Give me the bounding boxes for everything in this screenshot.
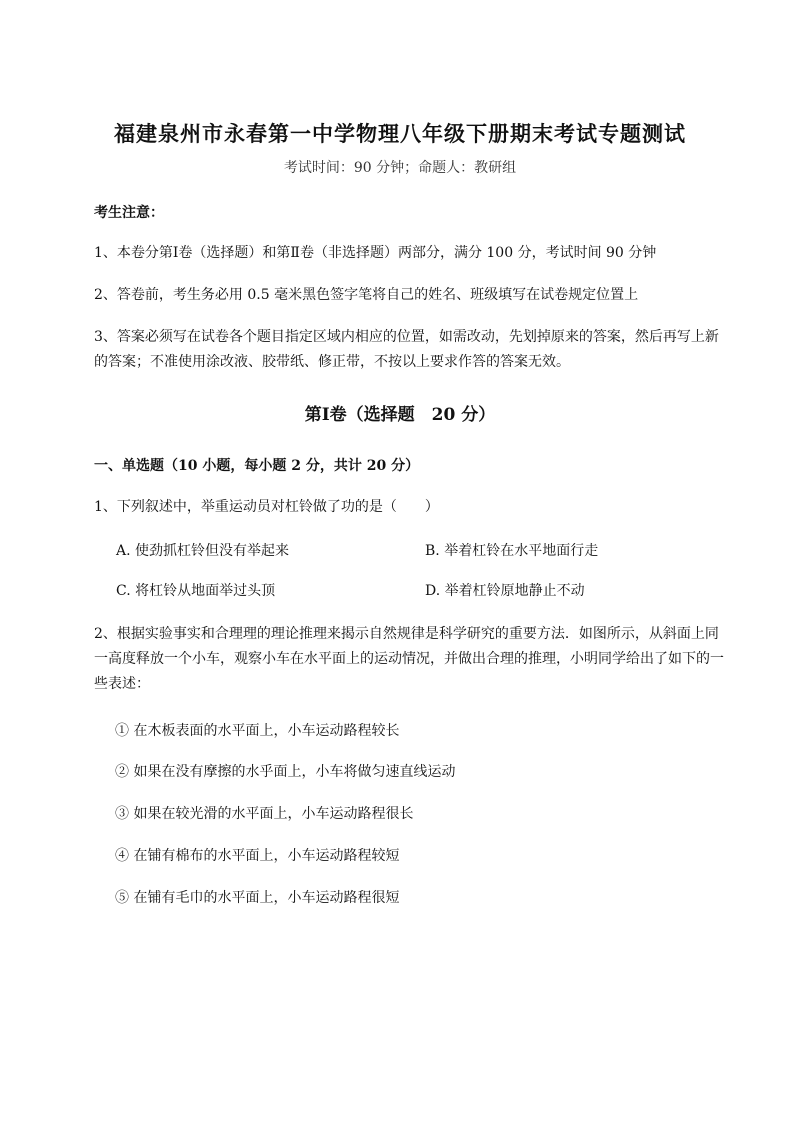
question-2-statement-2: ② 如果在没有摩擦的水乎面上，小车将做匀速直线运动: [115, 764, 456, 780]
question-2-statement-5: ⑤ 在铺有毛巾的水平面上，小车运动路程很短: [115, 890, 400, 906]
question-2-statement-4: ④ 在铺有棉布的水平面上，小车运动路程较短: [115, 848, 400, 864]
exam-subtitle: 考试时间：90 分钟；命题人：教研组: [283, 160, 517, 176]
notice-heading: 考生注意：: [94, 205, 164, 221]
notice-item-1: 1、本卷分第Ⅰ卷（选择题）和第Ⅱ卷（非选择题）两部分，满分 100 分，考试时间 90 分钟: [94, 245, 657, 261]
question-1-stem: 1、下列叙述中，举重运动员对杠铃做了功的是（ ）: [94, 499, 439, 515]
question-2-statement-1: ① 在木板表面的水平面上，小车运动路程较长: [115, 723, 400, 739]
section-title: 第Ⅰ卷（选择题 20 分）: [304, 405, 496, 425]
question-1-option-c: C. 将杠铃从地面举过头顶: [116, 583, 276, 599]
notice-item-3: 3、答案必须写在试卷各个题目指定区域内相应的位置，如需改动，先划掉原来的答案，然后再写上新的答案；不准使用涂改液、胶带纸、修正带，不按以上要求作答的答案无效。: [94, 329, 719, 370]
exam-title: 福建泉州市永春第一中学物理八年级下册期末考试专题测试: [114, 121, 686, 146]
question-1-option-d: D. 举着杠铃原地静止不动: [425, 583, 585, 599]
question-1-option-a: A. 使劲抓杠铃但没有举起来: [116, 543, 290, 559]
notice-item-2: 2、答卷前，考生务必用 0.5 毫米黑色签字笔将自己的姓名、班级填写在试卷规定位置上: [94, 287, 639, 303]
question-1-option-b: B. 举着杠铃在水平地面行走: [425, 543, 599, 559]
question-2-stem: 2、根据实验事实和合理理的理论推理来揭示自然规律是科学研究的重要方法．如图所示，从斜面上同一高度释放一个小车，观察小车在水平面上的运动情况，并做出合理的推理，小明同学给出了如下的一些表述：: [94, 626, 724, 692]
question-2-statement-3: ③ 如果在较光滑的水平面上，小车运动路程很长: [115, 806, 414, 822]
question-group-heading: 一、单选题（10 小题，每小题 2 分，共计 20 分）: [94, 458, 420, 474]
